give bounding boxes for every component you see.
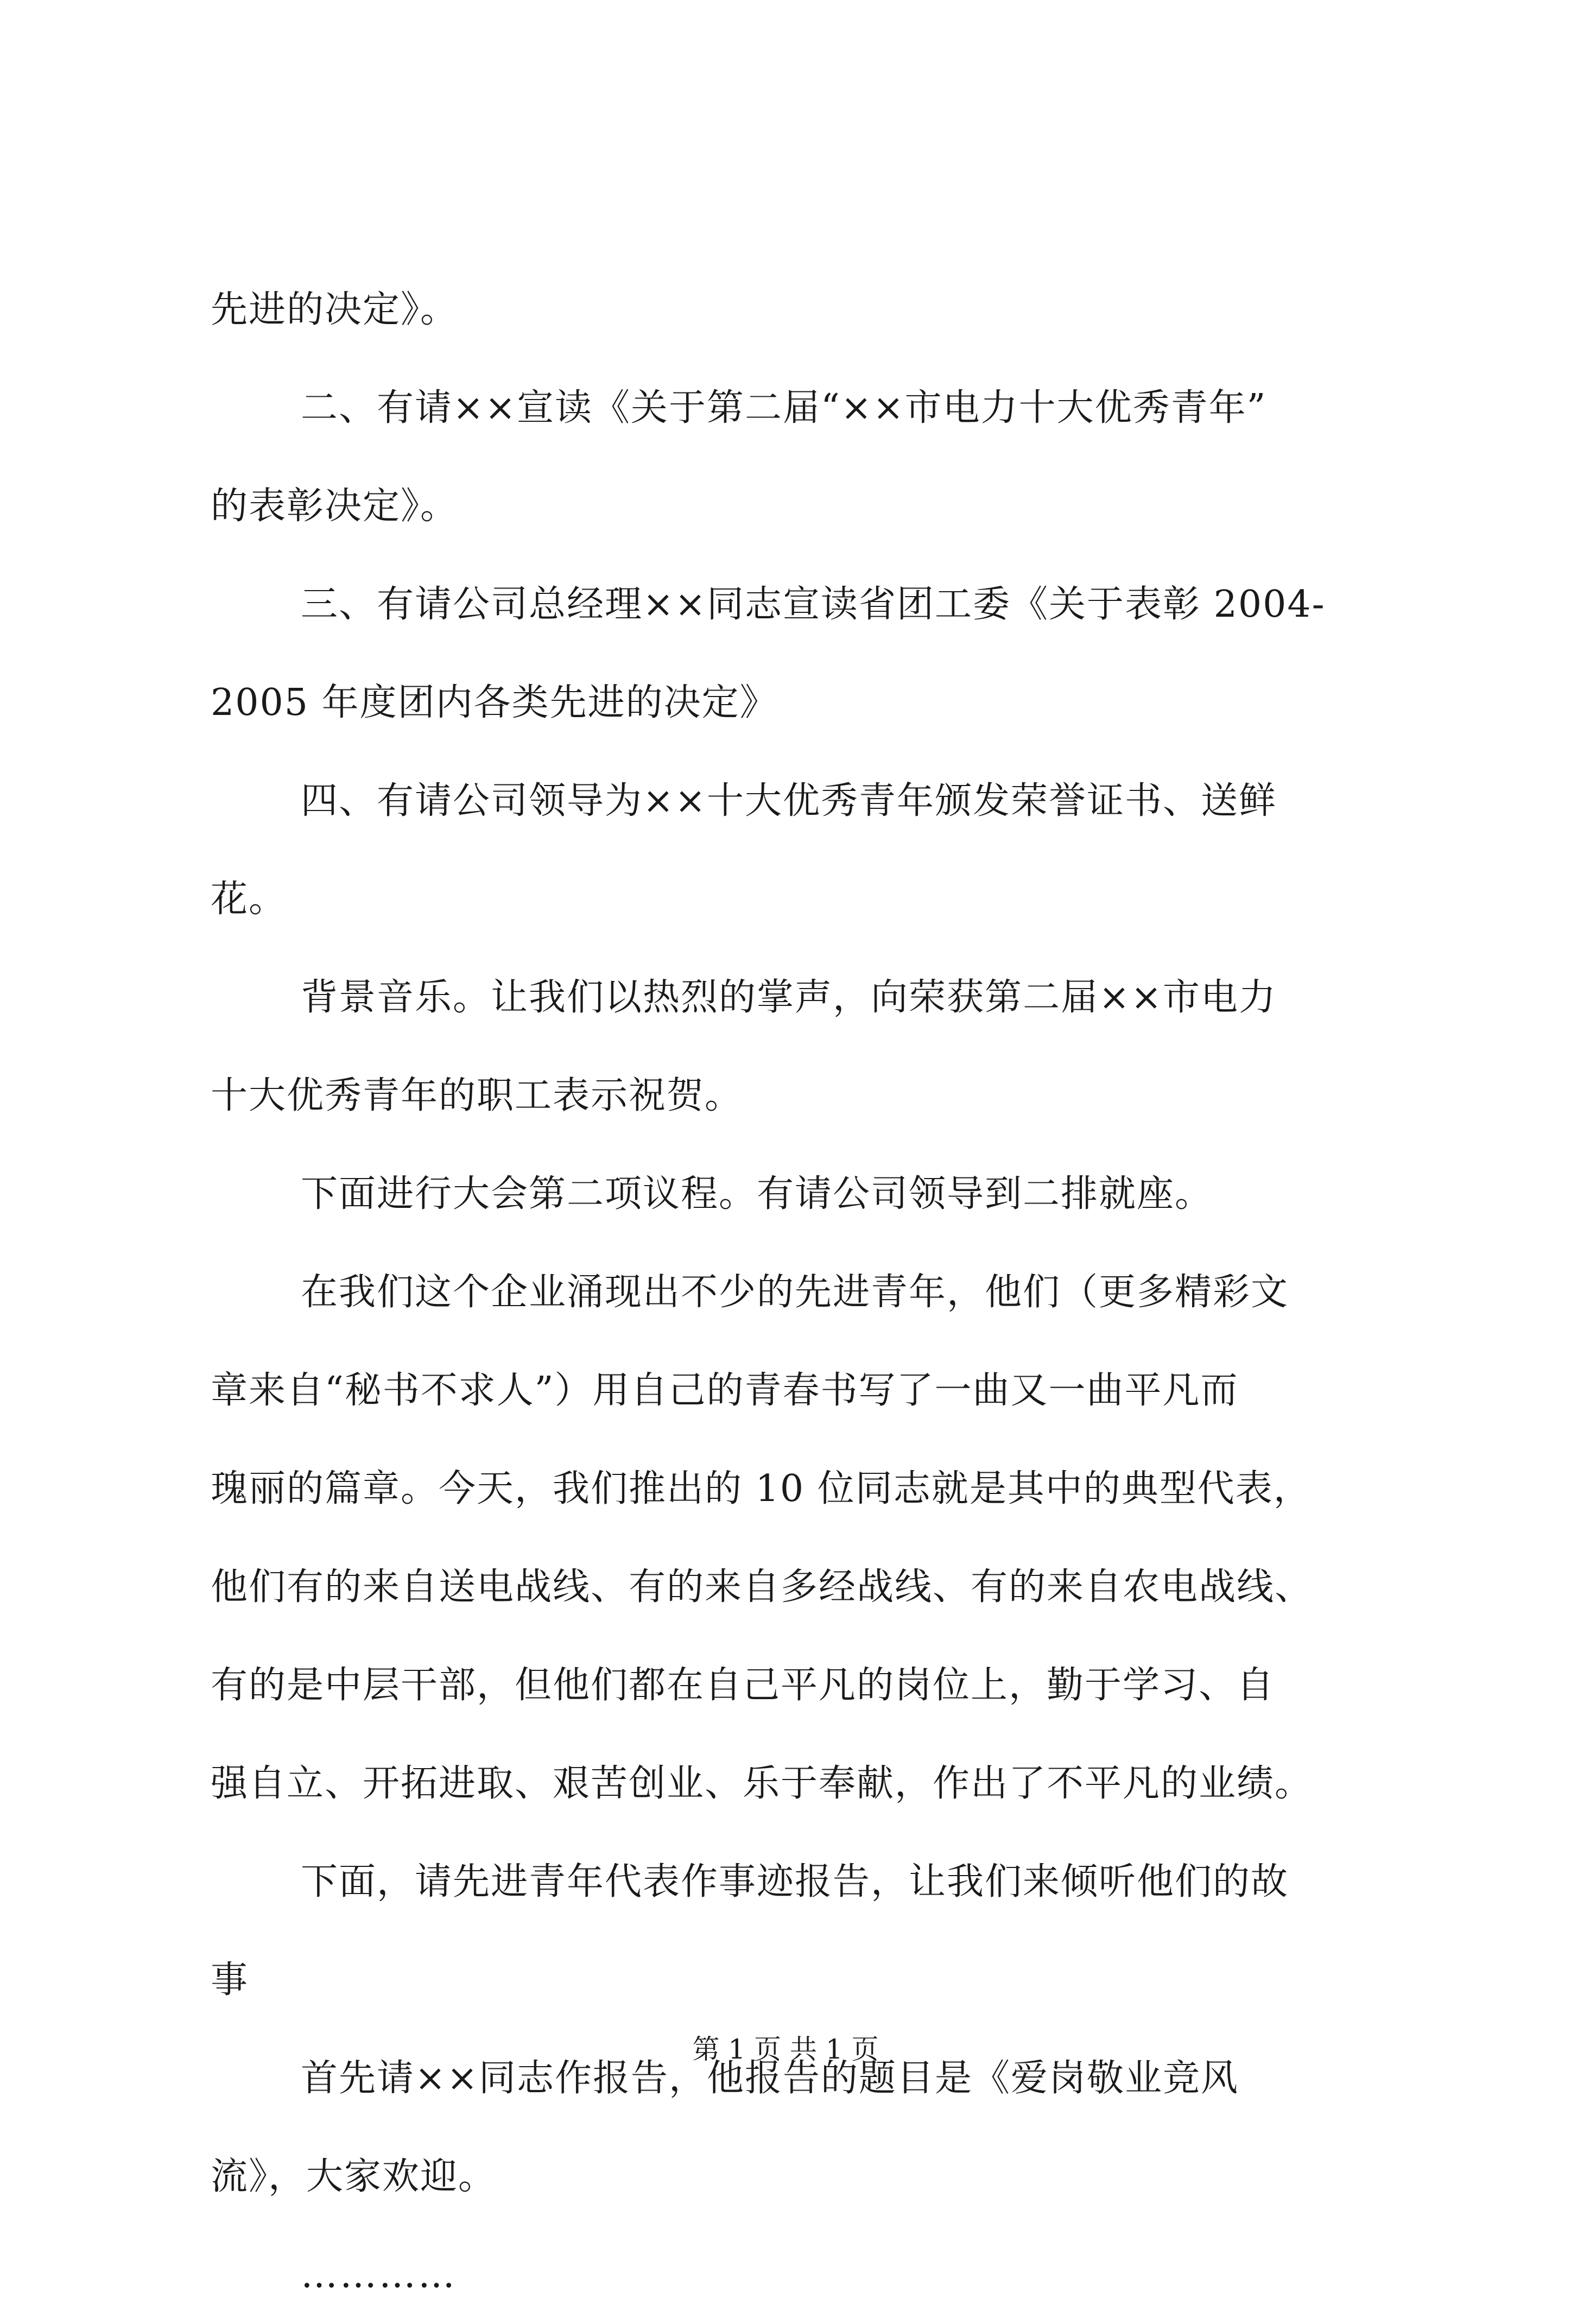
text-line: 强自立、开拓进取、艰苦创业、乐于奉献，作出了不平凡的业绩。	[211, 1762, 1313, 1805]
text-line: 三、有请公司总经理××同志宣读省团工委《关于表彰 2004-	[301, 583, 1326, 626]
text-line: 2005 年度团内各类先进的决定》	[211, 681, 778, 724]
text-line: 背景音乐。让我们以热烈的掌声，向荣获第二届××市电力	[301, 976, 1277, 1019]
text-line: 瑰丽的篇章。今天，我们推出的 10 位同志就是其中的典型代表，	[211, 1467, 1312, 1510]
text-line: 下面进行大会第二项议程。有请公司领导到二排就座。	[301, 1173, 1213, 1215]
text-line: 有的是中层干部，但他们都在自己平凡的岗位上，勤于学习、自	[211, 1664, 1275, 1707]
text-line: 十大优秀青年的职工表示祝贺。	[211, 1074, 743, 1117]
text-line: 花。	[211, 878, 287, 921]
ellipsis: …………	[301, 2253, 457, 2296]
text-line: 章来自“秘书不求人”）用自己的青春书写了一曲又一曲平凡而	[211, 1369, 1239, 1412]
text-line: 下面，请先进青年代表作事迹报告，让我们来倾听他们的故	[301, 1860, 1289, 1903]
text-line: 在我们这个企业涌现出不少的先进青年，他们（更多精彩文	[301, 1271, 1289, 1314]
text-line: 四、有请公司领导为××十大优秀青年颁发荣誉证书、送鲜	[301, 780, 1277, 822]
text-line: 事	[211, 1959, 249, 2002]
text-line: 二、有请××宣读《关于第二届“××市电力十大优秀青年”	[301, 387, 1267, 429]
document-body	[211, 261, 1394, 2324]
text-line: 的表彰决定》。	[211, 485, 459, 528]
text-line: 他们有的来自送电战线、有的来自多经战线、有的来自农电战线、	[211, 1566, 1313, 1609]
page-number-label: 第 1 页 共 1 页	[692, 2034, 879, 2065]
text-line: 先进的决定》。	[211, 288, 459, 331]
text-line: 流》，大家欢迎。	[211, 2155, 497, 2198]
page-footer	[0, 2030, 1571, 2068]
text-line: 首先请××同志作报告，他报告的题目是《爱岗敬业竞风	[301, 2057, 1239, 2100]
